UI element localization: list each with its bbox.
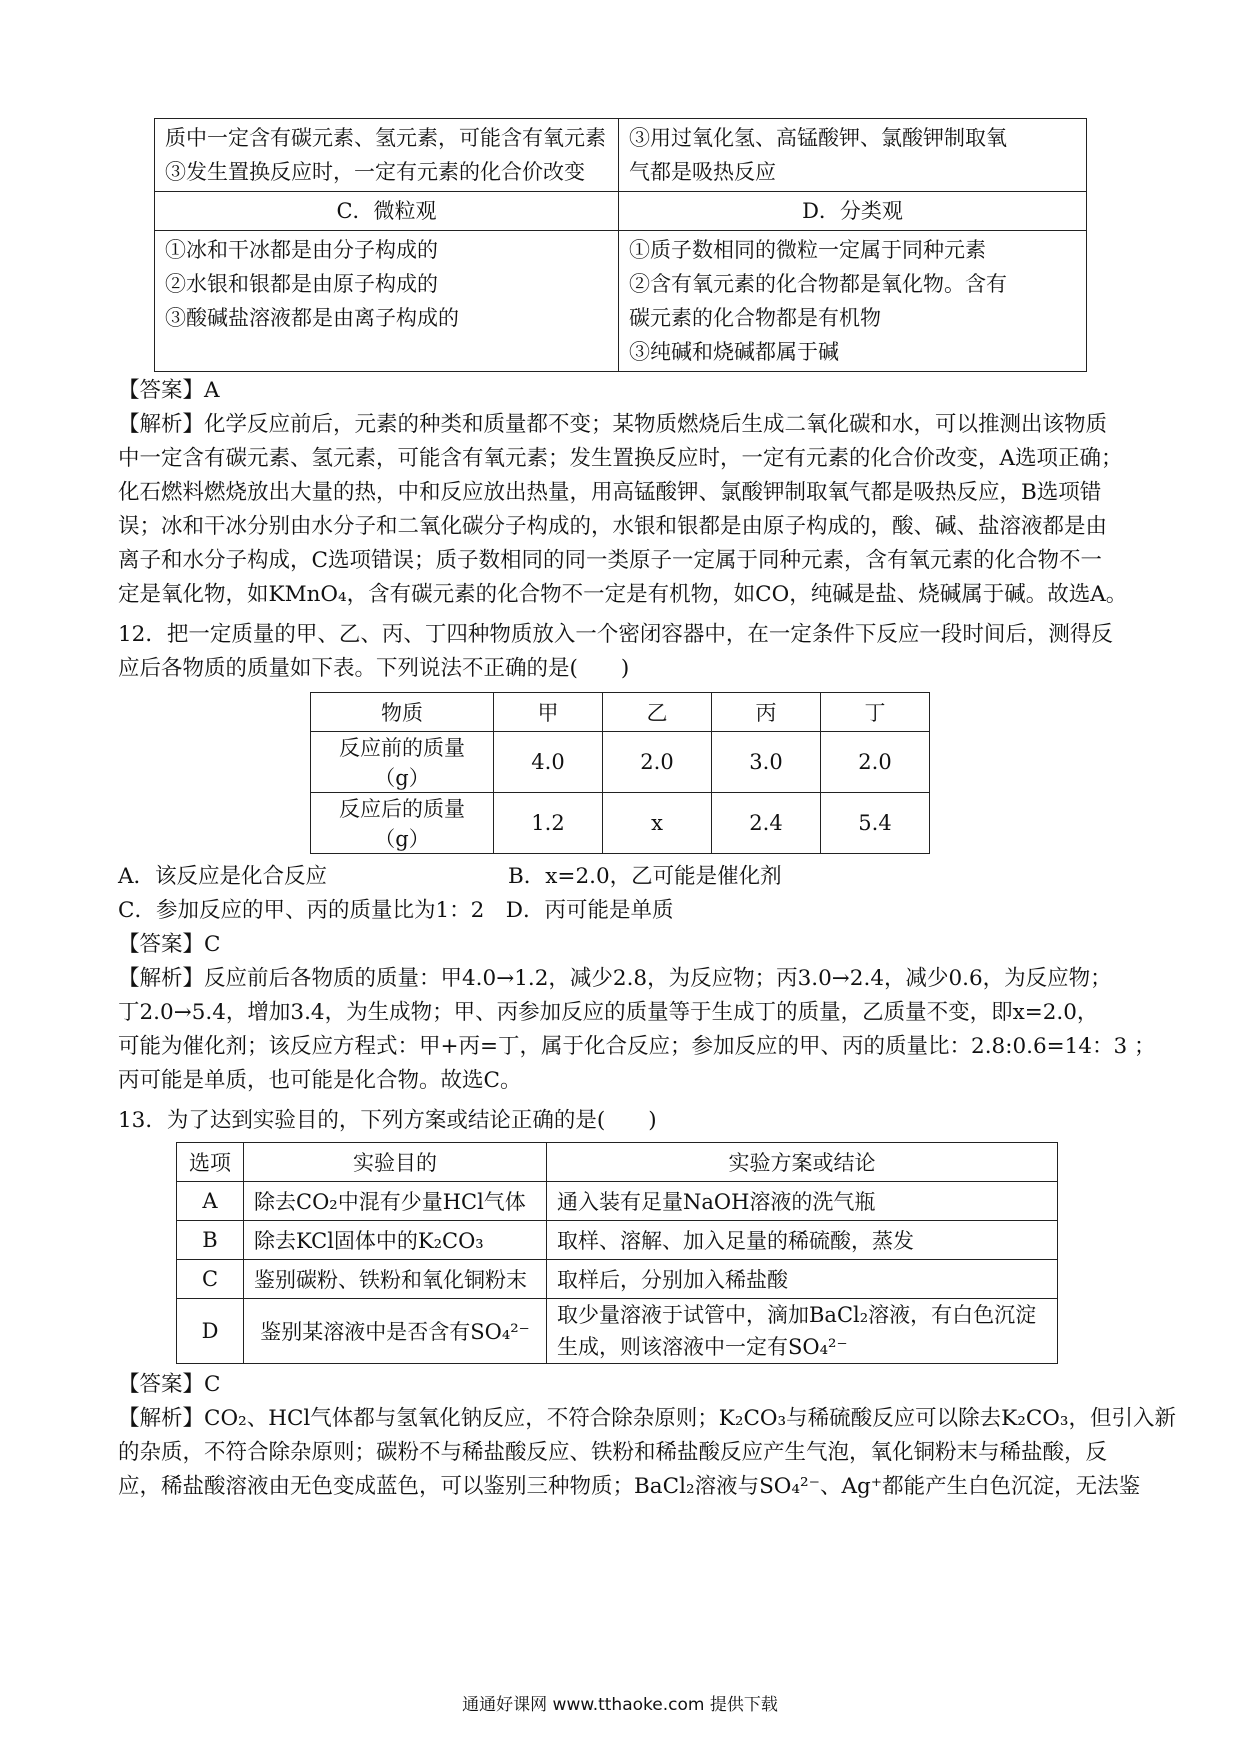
q13-table — [176, 1142, 1058, 1364]
text-line: ①质子数相同的微粒一定属于同种元素 — [629, 238, 986, 262]
table-header: 甲 — [494, 693, 603, 732]
table-cell: 2.0 — [603, 732, 712, 793]
table-cell: 除去CO₂中混有少量HCl气体 — [244, 1182, 547, 1221]
table-header: 实验目的 — [244, 1143, 547, 1182]
text-line: 应后各物质的质量如下表。下列说法不正确的是( ) — [118, 656, 630, 681]
table-row — [311, 732, 930, 793]
table-cell: 1.2 — [494, 793, 603, 854]
table-header: 实验方案或结论 — [547, 1143, 1058, 1182]
text-line: 【解析】反应前后各物质的质量：甲4.0→1.2，减少2.8，为反应物；丙3.0→2.4，减少0.6，为反应物； — [118, 966, 1112, 991]
text-line: 化石燃料燃烧放出大量的热，中和反应放出热量，用高锰酸钾、氯酸钾制取氧气都是吸热反应，B选项错 — [118, 480, 1102, 505]
answer-11: 【答案】A — [118, 378, 220, 403]
table-cell: C — [177, 1260, 244, 1299]
document-page — [118, 118, 1177, 1504]
text-line: ③酸碱盐溶液都是由离子构成的 — [165, 306, 459, 330]
question-12 — [118, 618, 1123, 686]
table-cell-left — [155, 231, 619, 372]
table-header: 物质 — [311, 693, 494, 732]
analysis-13 — [118, 1402, 1177, 1504]
option-a: A．该反应是化合反应 — [118, 864, 328, 889]
table-row — [311, 793, 930, 854]
text-line: 12．把一定质量的甲、乙、丙、丁四种物质放入一个密闭容器中，在一定条件下反应一段时间后，测得反 — [118, 622, 1113, 647]
text-line: ③纯碱和烧碱都属于碱 — [629, 340, 839, 364]
text-line: 定是氧化物，如KMnO₄，含有碳元素的化合物不一定是有机物，如CO，纯碱是盐、烧碱属于碱。故选A。 — [118, 582, 1128, 607]
table-header-d: D．分类观 — [619, 192, 1087, 231]
text-line: ②含有氧元素的化合物都是氧化物。含有 — [629, 272, 1007, 296]
table-cell: 2.4 — [712, 793, 821, 854]
table-cell: B — [177, 1221, 244, 1260]
table-cell: 除去KCl固体中的K₂CO₃ — [244, 1221, 547, 1260]
text-line: 中一定含有碳元素、氢元素，可能含有氧元素；发生置换反应时，一定有元素的化合价改变，A选项正确； — [118, 446, 1123, 471]
q11-table — [154, 118, 1087, 372]
table-row — [177, 1221, 1058, 1260]
table-cell: 鉴别碳粉、铁粉和氧化铜粉末 — [244, 1260, 547, 1299]
text-line: 气都是吸热反应 — [629, 160, 776, 184]
table-cell: 4.0 — [494, 732, 603, 793]
text-line: 应，稀盐酸溶液由无色变成蓝色，可以鉴别三种物质；BaCl₂溶液与SO₄²⁻、Ag⁺都能产生白色沉淀，无法鉴 — [118, 1474, 1141, 1499]
table-row — [177, 1182, 1058, 1221]
table-cell: 反应前的质量（g） — [311, 732, 494, 793]
text-line: 丙可能是单质，也可能是化合物。故选C。 — [118, 1068, 522, 1093]
table-cell: 3.0 — [712, 732, 821, 793]
page-footer: 通通好课网 www.tthaoke.com 提供下载 — [462, 1695, 778, 1715]
analysis-12 — [118, 962, 1156, 1098]
table-row — [177, 1143, 1058, 1182]
table-row — [177, 1260, 1058, 1299]
option-b: B．x=2.0，乙可能是催化剂 — [508, 864, 782, 889]
table-cell: 2.0 — [821, 732, 930, 793]
table-cell: A — [177, 1182, 244, 1221]
table-cell: 取样后，分别加入稀盐酸 — [547, 1260, 1058, 1299]
table-header: 丙 — [712, 693, 821, 732]
text-line: 质中一定含有碳元素、氢元素，可能含有氧元素 — [165, 126, 606, 150]
answer-12: 【答案】C — [118, 932, 221, 957]
table-header: 乙 — [603, 693, 712, 732]
text-line: ③用过氧化氢、高锰酸钾、氯酸钾制取氧 — [629, 126, 1007, 150]
text-line: 可能为催化剂；该反应方程式：甲+丙=丁，属于化合反应；参加反应的甲、丙的质量比：2.8:0.6=14：3 ； — [118, 1034, 1156, 1059]
table-cell-right — [619, 231, 1087, 372]
text-line: 【解析】化学反应前后，元素的种类和质量都不变；某物质燃烧后生成二氧化碳和水，可以推测出该物质 — [118, 412, 1108, 437]
text-line: 丁2.0→5.4，增加3.4，为生成物；甲、丙参加反应的质量等于生成丁的质量，乙质量不变，即x=2.0， — [118, 1000, 1099, 1025]
options-12-ab — [118, 860, 1123, 894]
table-cell-right — [619, 119, 1087, 192]
table-cell: 鉴别某溶液中是否含有SO₄²⁻ — [244, 1299, 547, 1364]
text-line: 碳元素的化合物都是有机物 — [629, 306, 881, 330]
options-12-cd: C．参加反应的甲、丙的质量比为1：2 D．丙可能是单质 — [118, 898, 674, 923]
answer-13: 【答案】C — [118, 1372, 221, 1397]
text-line: 【解析】CO₂、HCl气体都与氢氧化钠反应，不符合除杂原则；K₂CO₃与稀硫酸反应可以除去K₂CO₃，但引入新 — [118, 1406, 1177, 1431]
text-line: 的杂质，不符合除杂原则；碳粉不与稀盐酸反应、铁粉和稀盐酸反应产生气泡，氧化铜粉末与稀盐酸，反 — [118, 1440, 1108, 1465]
table-header: 丁 — [821, 693, 930, 732]
table-cell: 通入装有足量NaOH溶液的洗气瓶 — [547, 1182, 1058, 1221]
table-cell: x — [603, 793, 712, 854]
q12-table — [310, 692, 930, 854]
table-cell: 5.4 — [821, 793, 930, 854]
table-header-c: C．微粒观 — [155, 192, 619, 231]
text-line: 误；冰和干冰分别由水分子和二氧化碳分子构成的，水银和银都是由原子构成的，酸、碱、盐溶液都是由 — [118, 514, 1108, 539]
text-line: ②水银和银都是由原子构成的 — [165, 272, 438, 296]
table-cell: 取少量溶液于试管中，滴加BaCl₂溶液，有白色沉淀生成，则该溶液中一定有SO₄²⁻ — [547, 1299, 1058, 1364]
text-line: ①冰和干冰都是由分子构成的 — [165, 238, 438, 262]
table-cell: 取样、溶解、加入足量的稀硫酸，蒸发 — [547, 1221, 1058, 1260]
table-cell: 反应后的质量（g） — [311, 793, 494, 854]
table-cell-left — [155, 119, 619, 192]
table-row — [311, 693, 930, 732]
analysis-11 — [118, 408, 1128, 612]
question-13: 13．为了达到实验目的，下列方案或结论正确的是( ) — [118, 1108, 657, 1133]
table-row — [177, 1299, 1058, 1364]
table-cell: D — [177, 1299, 244, 1364]
table-header: 选项 — [177, 1143, 244, 1182]
text-line: ③发生置换反应时，一定有元素的化合价改变 — [165, 160, 585, 184]
text-line: 离子和水分子构成，C选项错误；质子数相同的同一类原子一定属于同种元素，含有氧元素的化合物不一 — [118, 548, 1102, 573]
